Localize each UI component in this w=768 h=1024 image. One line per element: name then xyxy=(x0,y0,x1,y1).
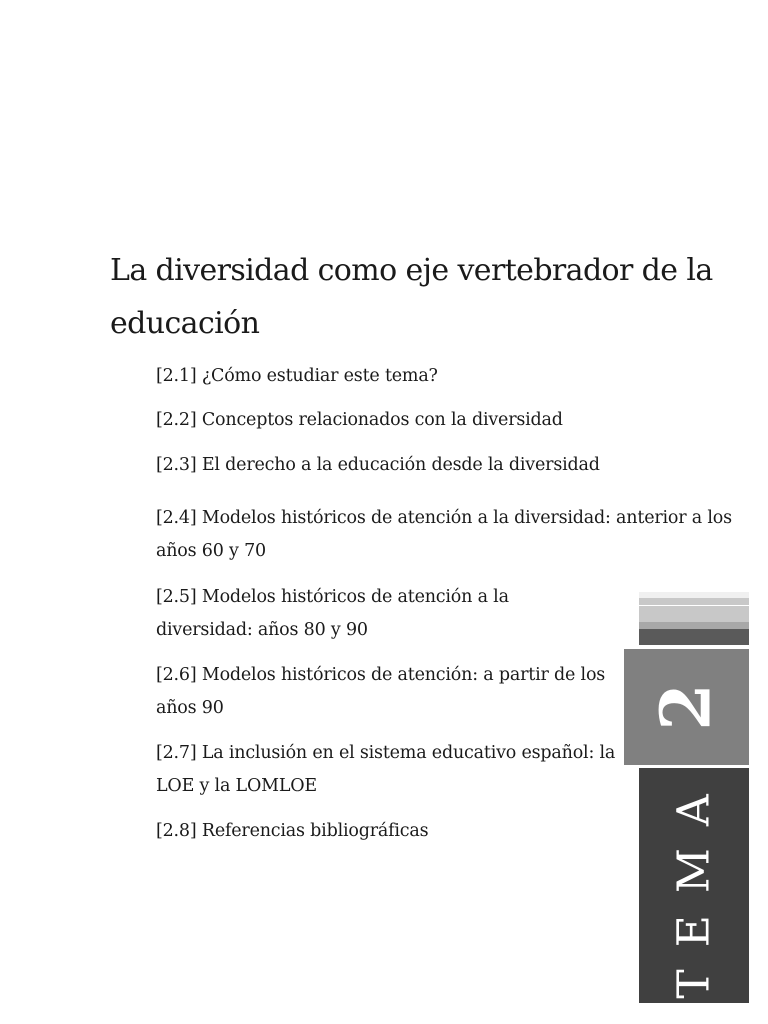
toc-item-2-2[interactable]: [2.2] Conceptos relacionados con la diversidad xyxy=(156,410,563,430)
tema-label: TEMA xyxy=(668,772,720,999)
chapter-number: 2 xyxy=(646,683,727,731)
stripe-3 xyxy=(639,606,749,622)
chapter-title: La diversidad como eje vertebrador de la educación xyxy=(110,253,713,341)
toc-item-2-3[interactable]: [2.3] El derecho a la educación desde la diversidad xyxy=(156,455,600,475)
stripe-2 xyxy=(639,598,749,605)
stripe-4 xyxy=(639,622,749,629)
toc-item-2-1[interactable]: [2.1] ¿Cómo estudiar este tema? xyxy=(156,366,438,386)
toc-item-2-4[interactable]: [2.4] Modelos históricos de atención a la diversidad: anterior a los años 60 y 70 xyxy=(156,508,732,561)
toc-item-2-7[interactable]: [2.7] La inclusión en el sistema educativo español: la LOE y la LOMLOE xyxy=(156,743,616,796)
toc-item-2-5[interactable]: [2.5] Modelos históricos de atención a la diversidad: años 80 y 90 xyxy=(156,587,509,640)
toc-item-2-8[interactable]: [2.8] Referencias bibliográficas xyxy=(156,821,429,841)
stripe-5 xyxy=(639,629,749,645)
toc-item-2-6[interactable]: [2.6] Modelos históricos de atención: a partir de los años 90 xyxy=(156,665,606,718)
